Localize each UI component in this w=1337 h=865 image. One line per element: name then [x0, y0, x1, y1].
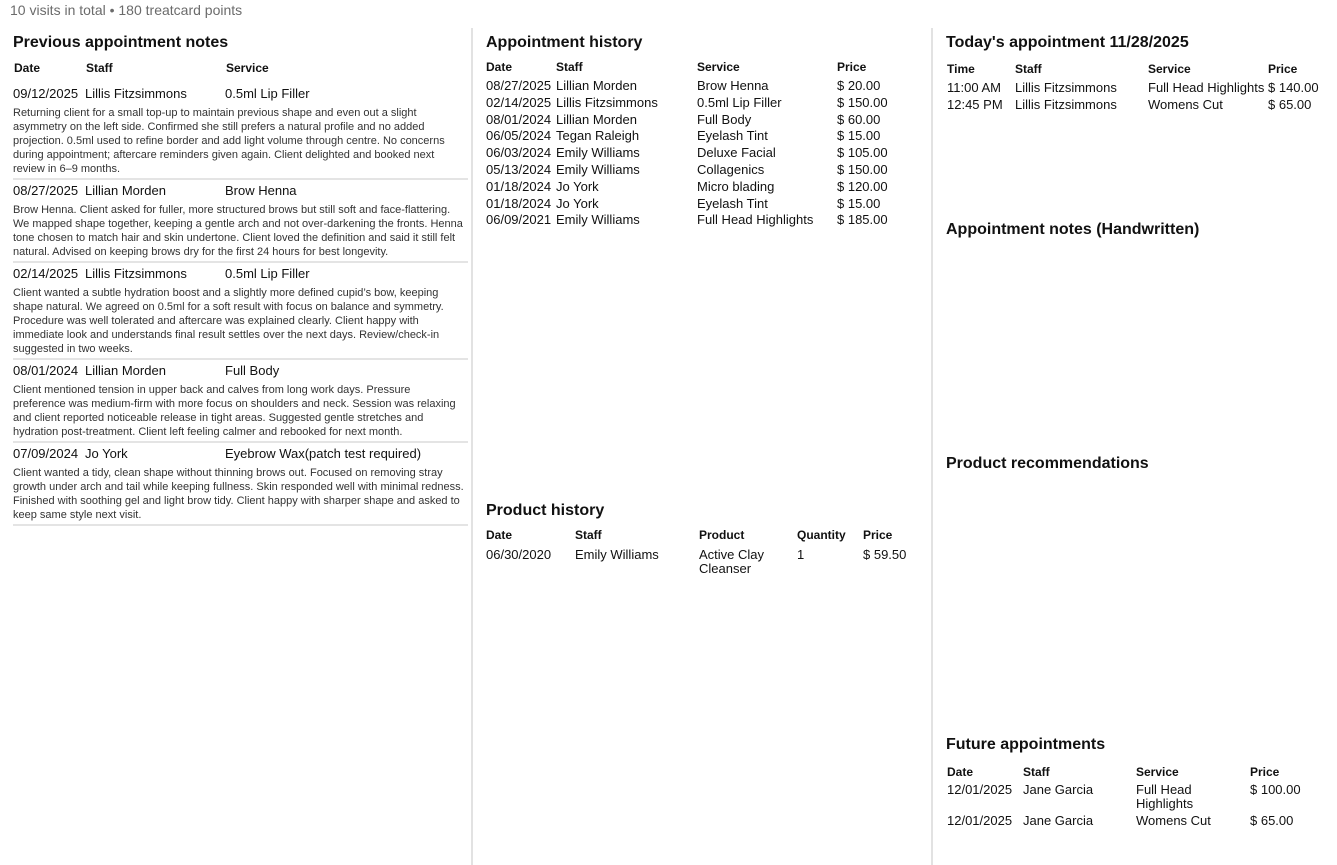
future-appointments-table	[947, 765, 1327, 831]
notes-header-row	[13, 61, 468, 83]
note-header	[13, 86, 468, 106]
note-text: Client wanted a subtle hydration boost and a slightly more defined cupid’s bow, keeping shape natural. We agreed on 0.5ml for a soft result with focus on balance and symmetry. Procedure was well tolerated and aftercare was explained clearly. Client happy with immediate look and understands final result settles over the next days. Review/check-in suggested in two weeks.	[13, 287, 444, 355]
cell-date: 08/01/2024	[486, 111, 552, 127]
note-header	[13, 446, 468, 466]
cell-time: 11:00 AM	[947, 80, 1001, 95]
table-row	[486, 212, 906, 229]
header-date: Date	[486, 528, 513, 542]
table-row	[947, 814, 1327, 831]
header-service: Service	[697, 60, 740, 74]
appointment-history-table	[486, 60, 906, 229]
cell-service: Micro blading	[697, 178, 775, 194]
cell-service: Brow Henna	[697, 78, 769, 93]
cell-product: Active Clay Cleanser	[699, 547, 765, 576]
cell-staff: Emily Williams	[556, 161, 640, 177]
cell-date: 01/18/2024	[486, 195, 552, 211]
handwritten-notes-title: Appointment notes (Handwritten)	[946, 221, 1200, 238]
table-row	[486, 95, 906, 112]
cell-service: Eyelash Tint	[697, 195, 768, 211]
note-service: Brow Henna	[225, 183, 297, 198]
cell-staff: Jane Garcia	[1023, 813, 1094, 828]
table-row	[486, 128, 906, 145]
table-row	[947, 97, 1327, 114]
product-recommendations-area	[946, 482, 1326, 722]
header-product: Product	[699, 528, 745, 542]
cell-price: $ 140.00	[1268, 80, 1319, 95]
note-date: 07/09/2024	[13, 446, 79, 461]
cell-service: Full Head Highlights	[1136, 782, 1194, 811]
note-date: 08/27/2025	[13, 183, 79, 198]
cell-staff: Emily Williams	[556, 212, 640, 228]
table-row	[486, 112, 906, 129]
header-service: Service	[1136, 765, 1179, 779]
note-date: 02/14/2025	[13, 266, 79, 281]
handwritten-notes-area[interactable]	[946, 248, 1326, 448]
cell-service: 0.5ml Lip Filler	[697, 94, 782, 110]
table-header-row	[947, 62, 1327, 80]
cell-price: $ 20.00	[837, 78, 881, 93]
header-price: Price	[1268, 62, 1298, 76]
cell-price: $ 185.00	[837, 212, 888, 228]
cell-quantity: 1	[797, 547, 805, 562]
cell-staff: Emily Williams	[556, 145, 640, 161]
cell-service: Collagenics	[697, 161, 765, 177]
cell-staff: Tegan Raleigh	[556, 128, 640, 144]
note-header	[13, 183, 468, 203]
note-item	[13, 180, 468, 263]
todays-appointment-table	[947, 62, 1327, 114]
header-date: Date	[947, 765, 974, 779]
note-text: Client mentioned tension in upper back and calves from long work days. Pressure preference was medium-firm with more focus on shoulders and neck. Session was relaxing and client reported noticeable release in tight areas. Suggested gentle stretches and hydration post-treatment. Client left feeling calmer and rebooked for next month.	[13, 384, 456, 438]
table-row	[947, 783, 1327, 814]
table-header-row	[486, 528, 916, 546]
note-staff: Lillis Fitzsimmons	[85, 266, 187, 281]
cell-date: 12/01/2025	[947, 782, 1013, 797]
cell-price: $ 65.00	[1268, 96, 1312, 112]
cell-date: 02/14/2025	[486, 94, 552, 110]
cell-staff: Jane Garcia	[1023, 782, 1094, 797]
cell-service: Full Body	[697, 111, 752, 127]
cell-date: 08/27/2025	[486, 78, 552, 93]
cell-price: $ 65.00	[1250, 813, 1294, 828]
cell-date: 05/13/2024	[486, 161, 552, 177]
note-date: 08/01/2024	[13, 363, 79, 378]
future-appointments-title: Future appointments	[946, 736, 1106, 753]
note-text: Returning client for a small top-up to maintain previous shape and even out a slight asymmetry on the left side. Confirmed she still prefers a natural profile and no added projection. 0.5ml used to refine border and add light volume through centre. No concerns during appointment; aftercare reminders given again. Client delighted and booked next review in 6–9 months.	[13, 107, 445, 175]
cell-service: Deluxe Facial	[697, 145, 776, 161]
note-item	[13, 83, 468, 180]
cell-staff: Lillian Morden	[556, 111, 637, 127]
header-quantity: Quantity	[797, 528, 846, 542]
note-staff: Lillis Fitzsimmons	[85, 86, 187, 101]
product-history-table	[486, 528, 916, 576]
cell-staff: Lillis Fitzsimmons	[556, 94, 658, 110]
cell-service: Eyelash Tint	[697, 128, 768, 144]
cell-service: Womens Cut	[1136, 813, 1211, 828]
cell-service: Womens Cut	[1148, 96, 1223, 112]
cell-price: $ 15.00	[837, 128, 881, 144]
note-service: Full Body	[225, 363, 280, 378]
header-date: Date	[14, 61, 41, 75]
history-column	[471, 28, 931, 865]
cell-price: $ 105.00	[837, 145, 888, 161]
cell-staff: Lillis Fitzsimmons	[1015, 80, 1117, 95]
cell-date: 06/03/2024	[486, 145, 552, 161]
cell-date: 01/18/2024	[486, 178, 552, 194]
appointment-history-title: Appointment history	[486, 34, 643, 51]
header-service: Service	[226, 61, 269, 75]
note-staff: Lillian Morden	[85, 363, 166, 378]
note-service: Eyebrow Wax(patch test required)	[225, 446, 422, 461]
cell-staff: Jo York	[556, 178, 599, 194]
table-header-row	[947, 765, 1327, 783]
cell-date: 06/05/2024	[486, 128, 552, 144]
cell-date: 06/30/2020	[486, 547, 552, 562]
table-row	[486, 196, 906, 213]
cell-time: 12:45 PM	[947, 96, 1003, 112]
note-staff: Jo York	[85, 446, 128, 461]
header-price: Price	[837, 60, 867, 74]
header-staff: Staff	[1023, 765, 1050, 779]
header-staff: Staff	[86, 61, 113, 75]
header-time: Time	[947, 62, 975, 76]
table-header-row	[486, 60, 906, 78]
previous-notes-title: Previous appointment notes	[13, 34, 229, 51]
table-row	[486, 546, 916, 576]
note-header	[13, 363, 468, 383]
cell-staff: Lillian Morden	[556, 78, 637, 93]
table-row	[486, 145, 906, 162]
note-text: Client wanted a tidy, clean shape without thinning brows out. Focused on removing stray growth under arch and tail while keeping fullness. Skin responded well with minimal redness. Finished with soothing gel and light brow tidy. Client happy with sharper shape and asked to keep same style next visit.	[13, 467, 464, 521]
product-history-title: Product history	[486, 502, 605, 519]
note-item	[13, 263, 468, 360]
cell-price: $ 15.00	[837, 195, 881, 211]
cell-service: Full Head Highlights	[697, 212, 814, 228]
note-staff: Lillian Morden	[85, 183, 166, 198]
today-column	[931, 28, 1337, 865]
cell-date: 06/09/2021	[486, 212, 552, 228]
header-date: Date	[486, 60, 513, 74]
table-row	[486, 78, 906, 95]
cell-price: $ 60.00	[837, 111, 881, 127]
header-staff: Staff	[575, 528, 602, 542]
cell-price: $ 150.00	[837, 94, 888, 110]
cell-price: $ 150.00	[837, 161, 888, 177]
note-service: 0.5ml Lip Filler	[225, 266, 310, 281]
header-price: Price	[863, 528, 893, 542]
previous-notes-list	[13, 61, 468, 526]
visit-summary: 10 visits in total • 180 treatcard points	[10, 2, 243, 18]
header-price: Price	[1250, 765, 1280, 779]
cell-price: $ 120.00	[837, 178, 888, 194]
cell-staff: Emily Williams	[575, 547, 659, 562]
table-row	[486, 179, 906, 196]
note-text: Brow Henna. Client asked for fuller, more structured brows but still soft and face-flattering. We mapped shape together, keeping a gentle arch and not over-darkening the fronts. Henna tone chosen to match hair and skin undertone. Client loved the definition and said it still felt natural. Advised on keeping brows dry for the first 24 hours for best longevity.	[13, 204, 463, 258]
cell-price: $ 59.50	[863, 547, 907, 562]
table-row	[486, 162, 906, 179]
cell-staff: Lillis Fitzsimmons	[1015, 96, 1117, 112]
header-service: Service	[1148, 62, 1191, 76]
note-service: 0.5ml Lip Filler	[225, 86, 310, 101]
note-item	[13, 443, 468, 526]
todays-appointment-title: Today's appointment 11/28/2025	[946, 34, 1189, 51]
note-item	[13, 360, 468, 443]
header-staff: Staff	[556, 60, 583, 74]
header-staff: Staff	[1015, 62, 1042, 76]
previous-notes-column	[0, 28, 471, 865]
product-recommendations-title: Product recommendations	[946, 455, 1149, 472]
note-header	[13, 266, 468, 286]
cell-price: $ 100.00	[1250, 782, 1301, 797]
cell-staff: Jo York	[556, 195, 599, 211]
note-date: 09/12/2025	[13, 86, 79, 101]
table-row	[947, 80, 1327, 97]
cell-date: 12/01/2025	[947, 813, 1013, 828]
cell-service: Full Head Highlights	[1148, 80, 1265, 95]
